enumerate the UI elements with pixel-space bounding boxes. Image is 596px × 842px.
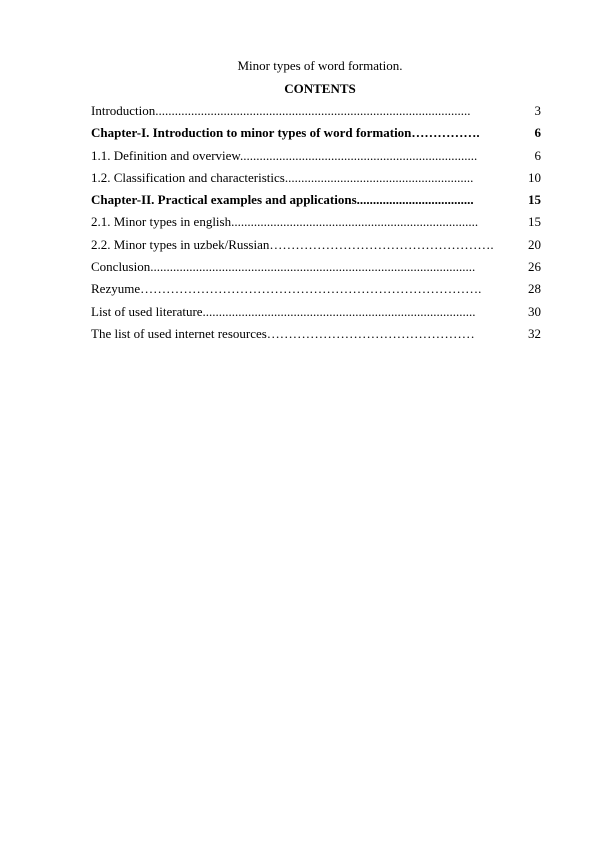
toc-entry-page: 30 [528, 303, 541, 319]
toc-entry-internet-resources [91, 325, 541, 347]
toc-entry-rezyume [91, 280, 541, 302]
toc-entry-page: 26 [528, 259, 541, 275]
toc-entry-label: Introduction................................................................................................. [91, 103, 471, 118]
toc-entry-label: 2.2. Minor types in uzbek/Russian……………………………………………. [91, 236, 494, 252]
toc-entry-chapter-1 [91, 124, 541, 146]
toc-entry-label: Chapter-I. Introduction to minor types of word formation……………. [91, 125, 480, 141]
toc-entry-label: List of used literature.................................................................................... [91, 303, 476, 319]
toc-entry-label: Rezyume……………………………………………………………………. [91, 281, 482, 297]
contents-heading: CONTENTS [284, 81, 356, 96]
toc-entry-label: 1.1. Definition and overview......................................................................... [91, 147, 478, 163]
toc-entry-introduction [91, 102, 541, 124]
toc-entry-page: 28 [528, 281, 541, 297]
toc-entry-page: 3 [534, 103, 541, 118]
toc-entry-1-1 [91, 147, 541, 169]
document-title: Minor types of word formation. [237, 58, 403, 73]
toc-entry-label: 2.1. Minor types in english............................................................................ [91, 214, 479, 230]
toc-entry-chapter-2 [91, 191, 541, 213]
toc-entry-2-1 [91, 213, 541, 235]
toc-entry-1-2 [91, 169, 541, 191]
toc-entry-page: 6 [534, 125, 541, 141]
toc-entry-label: Chapter-II. Practical examples and applications.................................... [91, 192, 474, 208]
toc-entry-page: 15 [528, 192, 541, 208]
toc-entry-conclusion [91, 258, 541, 280]
toc-entry-label: The list of used internet resources………………………………………… [91, 325, 475, 341]
toc-entry-page: 10 [528, 169, 541, 185]
toc-entry-page: 32 [528, 325, 541, 341]
toc-entry-label: Conclusion.................................................................................................... [91, 259, 476, 275]
toc-entry-page: 15 [528, 214, 541, 230]
toc-entry-literature [91, 303, 541, 325]
table-of-contents [91, 102, 541, 347]
toc-entry-page: 20 [528, 236, 541, 252]
toc-entry-2-2 [91, 236, 541, 258]
toc-entry-label: 1.2. Classification and characteristics.......................................................... [91, 169, 474, 185]
toc-entry-page: 6 [534, 147, 541, 163]
